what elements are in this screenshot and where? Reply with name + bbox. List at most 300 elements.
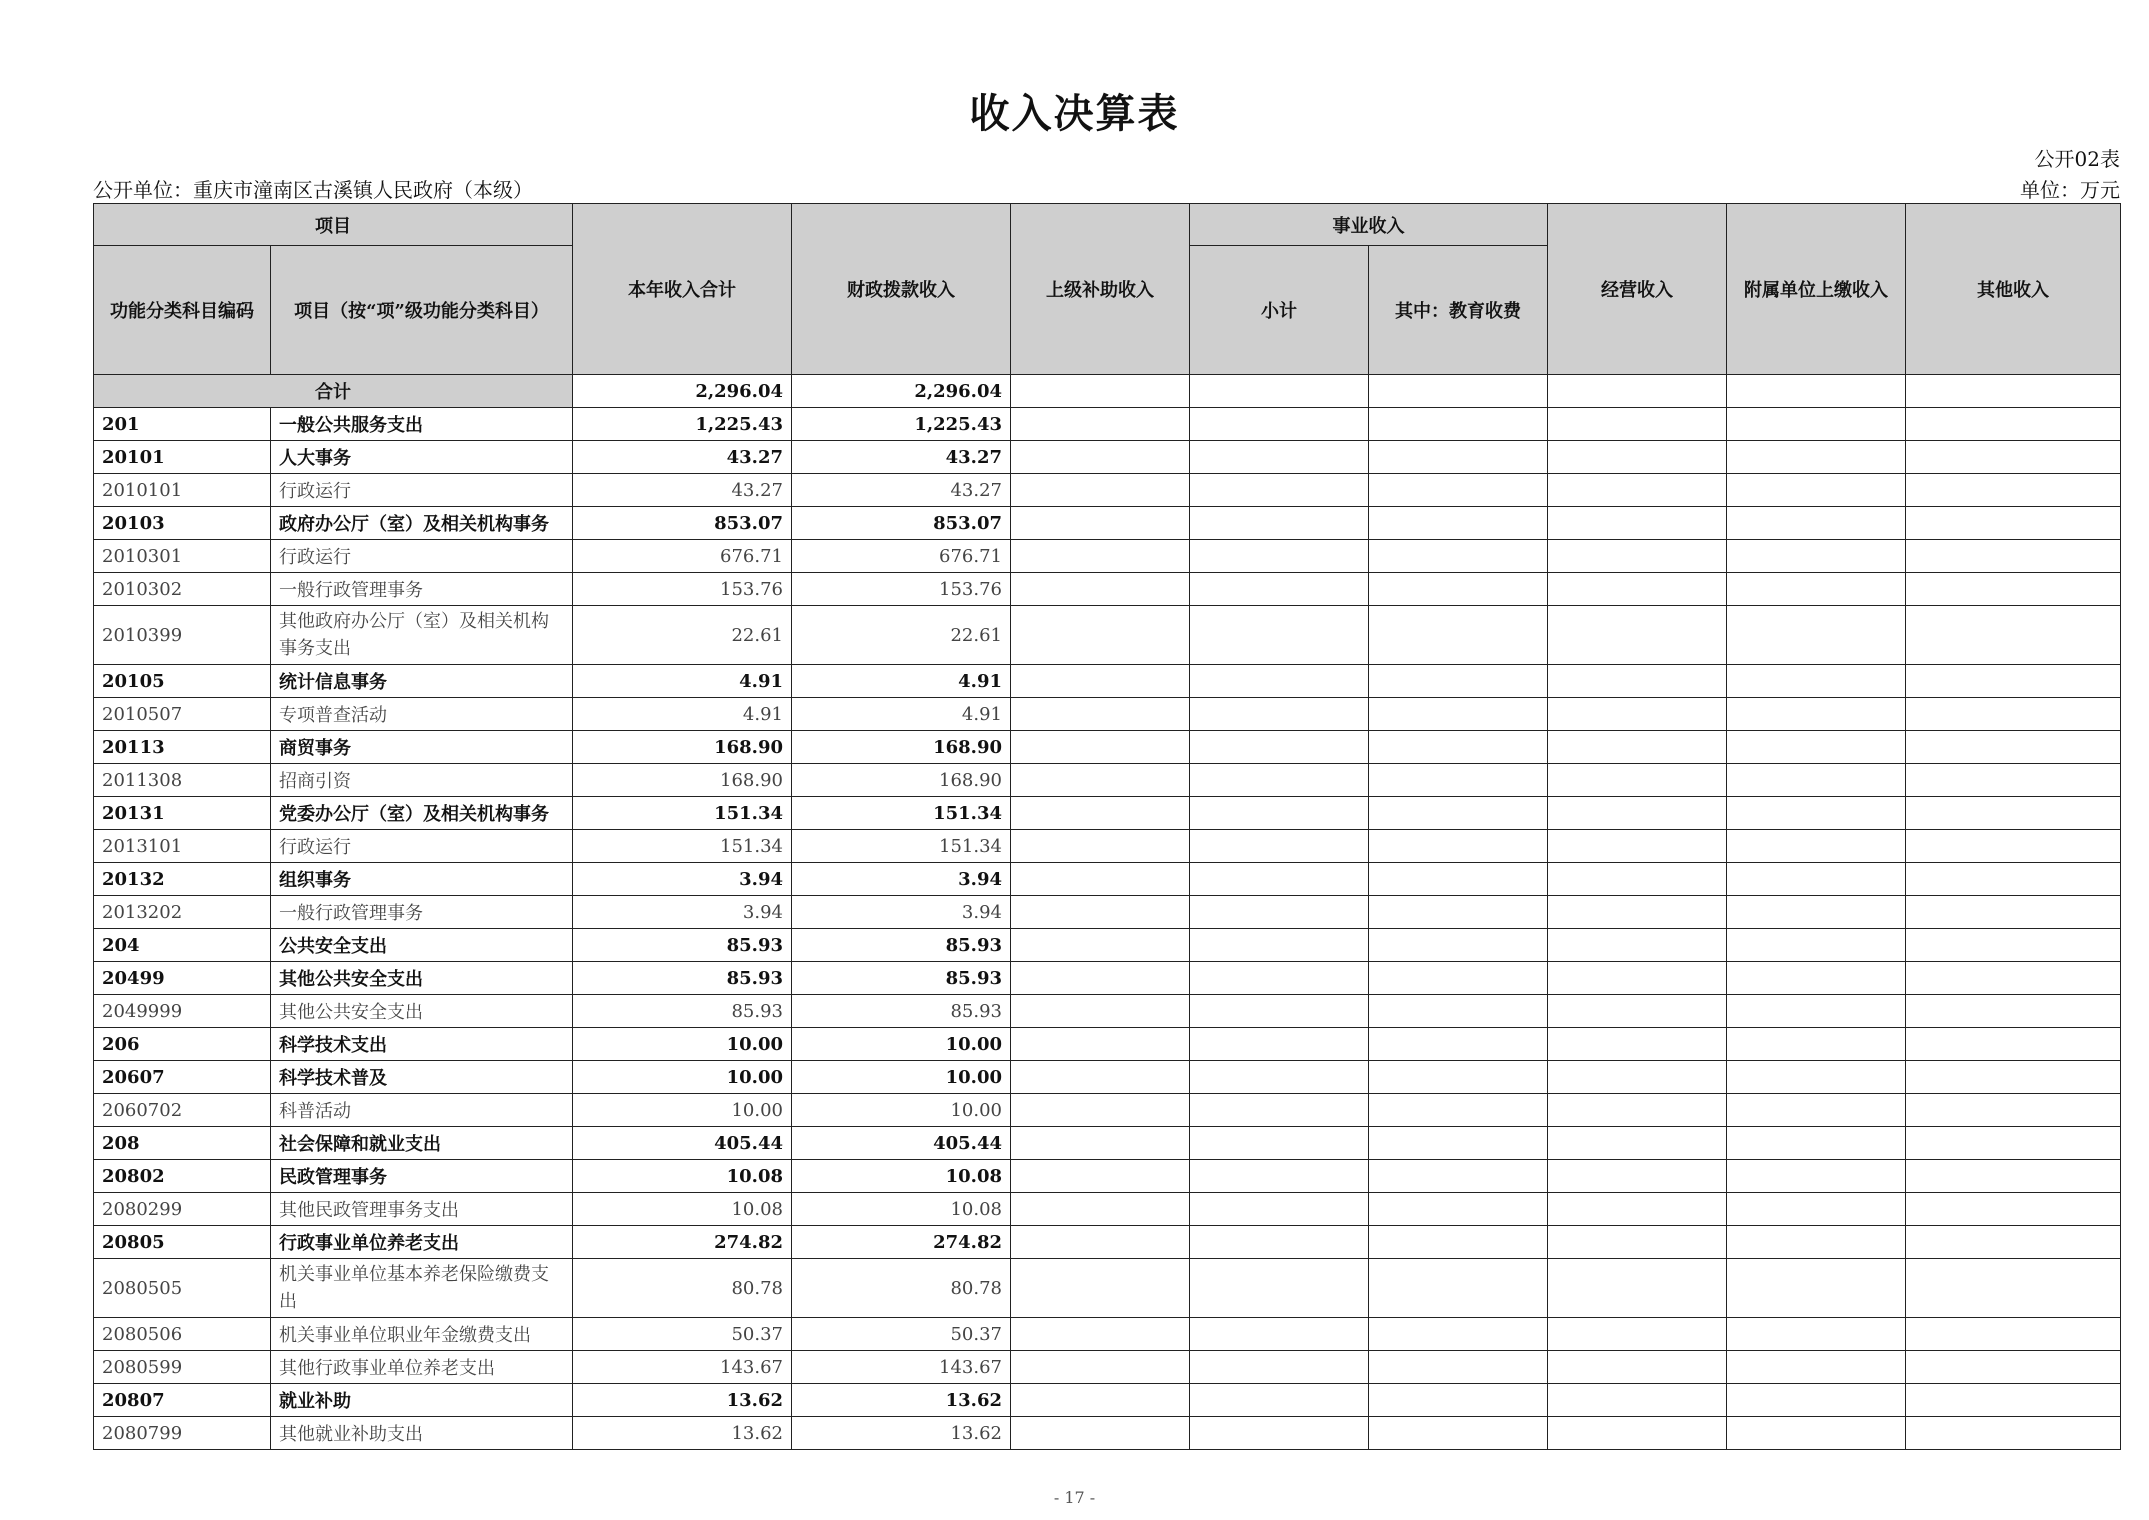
empty-cell	[1906, 665, 2121, 698]
row-item-name: 机关事业单位基本养老保险缴费支出	[271, 1259, 573, 1318]
empty-cell	[1906, 507, 2121, 540]
empty-cell	[1011, 1384, 1190, 1417]
empty-cell	[1548, 1384, 1727, 1417]
row-item-name: 商贸事务	[271, 731, 573, 764]
table-row	[94, 962, 2121, 995]
row-fiscal-income: 853.07	[792, 507, 1011, 540]
empty-cell	[1548, 962, 1727, 995]
row-item-name: 招商引资	[271, 764, 573, 797]
row-item-name: 统计信息事务	[271, 665, 573, 698]
empty-cell	[1369, 665, 1548, 698]
row-item-name: 其他政府办公厅（室）及相关机构事务支出	[271, 606, 573, 665]
empty-cell	[1727, 1094, 1906, 1127]
empty-cell	[1190, 1127, 1369, 1160]
table-row	[94, 1384, 2121, 1417]
row-total-income: 4.91	[573, 665, 792, 698]
empty-cell	[1011, 665, 1190, 698]
empty-cell	[1369, 1193, 1548, 1226]
empty-cell	[1011, 606, 1190, 665]
row-code: 206	[94, 1028, 271, 1061]
empty-cell	[1906, 474, 2121, 507]
empty-cell	[1011, 441, 1190, 474]
row-item-name: 行政运行	[271, 474, 573, 507]
empty-cell	[1011, 896, 1190, 929]
table-row	[94, 896, 2121, 929]
empty-cell	[1906, 830, 2121, 863]
row-code: 2049999	[94, 995, 271, 1028]
row-total-income: 153.76	[573, 573, 792, 606]
row-code: 208	[94, 1127, 271, 1160]
row-item-name: 机关事业单位职业年金缴费支出	[271, 1318, 573, 1351]
empty-cell	[1190, 863, 1369, 896]
empty-cell	[1548, 1417, 1727, 1450]
table-row	[94, 1259, 2121, 1318]
currency-unit: 单位：万元	[2020, 178, 2120, 202]
row-item-name: 一般行政管理事务	[271, 573, 573, 606]
empty-cell	[1190, 1417, 1369, 1450]
empty-cell	[1548, 896, 1727, 929]
row-total-income: 22.61	[573, 606, 792, 665]
row-fiscal-income: 4.91	[792, 665, 1011, 698]
empty-cell	[1011, 962, 1190, 995]
table-row	[94, 863, 2121, 896]
row-fiscal-income: 80.78	[792, 1259, 1011, 1318]
empty-cell	[1190, 797, 1369, 830]
empty-cell	[1906, 929, 2121, 962]
empty-cell	[1190, 764, 1369, 797]
empty-cell	[1011, 929, 1190, 962]
header-fiscal-income: 财政拨款收入	[792, 204, 1011, 375]
row-fiscal-income: 1,225.43	[792, 408, 1011, 441]
row-total-income: 143.67	[573, 1351, 792, 1384]
header-operating-income: 经营收入	[1548, 204, 1727, 375]
row-item-name: 行政事业单位养老支出	[271, 1226, 573, 1259]
total-label: 合计	[94, 375, 573, 408]
empty-cell	[1190, 1259, 1369, 1318]
empty-cell	[1727, 1318, 1906, 1351]
empty-cell	[1011, 1028, 1190, 1061]
empty-cell	[1190, 1028, 1369, 1061]
row-code: 2010101	[94, 474, 271, 507]
row-code: 201	[94, 408, 271, 441]
empty-cell	[1190, 573, 1369, 606]
row-item-name: 行政运行	[271, 540, 573, 573]
empty-cell	[1727, 573, 1906, 606]
income-table	[93, 203, 2121, 1450]
empty-cell	[1906, 1226, 2121, 1259]
row-code: 2080299	[94, 1193, 271, 1226]
empty-cell	[1906, 1094, 2121, 1127]
table-row	[94, 830, 2121, 863]
empty-cell	[1369, 1384, 1548, 1417]
row-code: 20105	[94, 665, 271, 698]
empty-cell	[1369, 929, 1548, 962]
empty-cell	[1190, 1094, 1369, 1127]
row-fiscal-income: 50.37	[792, 1318, 1011, 1351]
empty-cell	[1190, 1061, 1369, 1094]
row-fiscal-income: 405.44	[792, 1127, 1011, 1160]
empty-cell	[1906, 1318, 2121, 1351]
empty-cell	[1369, 830, 1548, 863]
empty-cell	[1727, 962, 1906, 995]
empty-cell	[1548, 540, 1727, 573]
table-row	[94, 1028, 2121, 1061]
empty-cell	[1011, 1193, 1190, 1226]
empty-cell	[1548, 606, 1727, 665]
header-total-income: 本年收入合计	[573, 204, 792, 375]
table-row	[94, 441, 2121, 474]
row-fiscal-income: 274.82	[792, 1226, 1011, 1259]
header-business-income: 事业收入	[1190, 204, 1548, 246]
empty-cell	[1727, 764, 1906, 797]
row-item-name: 科普活动	[271, 1094, 573, 1127]
empty-cell	[1011, 474, 1190, 507]
empty-cell	[1727, 606, 1906, 665]
table-row	[94, 797, 2121, 830]
empty-cell	[1190, 1193, 1369, 1226]
empty-cell	[1548, 731, 1727, 764]
row-code: 20101	[94, 441, 271, 474]
empty-cell	[1369, 507, 1548, 540]
empty-cell	[1190, 474, 1369, 507]
row-code: 204	[94, 929, 271, 962]
row-total-income: 80.78	[573, 1259, 792, 1318]
row-code: 2080505	[94, 1259, 271, 1318]
empty-cell	[1727, 408, 1906, 441]
empty-cell	[1190, 962, 1369, 995]
row-total-income: 43.27	[573, 474, 792, 507]
row-code: 20805	[94, 1226, 271, 1259]
row-item-name: 公共安全支出	[271, 929, 573, 962]
empty-cell	[1727, 698, 1906, 731]
row-fiscal-income: 4.91	[792, 698, 1011, 731]
row-total-income: 85.93	[573, 962, 792, 995]
empty-cell	[1369, 1318, 1548, 1351]
table-row	[94, 606, 2121, 665]
row-code: 20103	[94, 507, 271, 540]
row-code: 20132	[94, 863, 271, 896]
row-total-income: 3.94	[573, 896, 792, 929]
empty-cell	[1190, 830, 1369, 863]
empty-cell	[1548, 863, 1727, 896]
empty-cell	[1369, 1028, 1548, 1061]
empty-cell	[1369, 375, 1548, 408]
row-fiscal-income: 10.00	[792, 1094, 1011, 1127]
empty-cell	[1906, 995, 2121, 1028]
row-fiscal-income: 3.94	[792, 863, 1011, 896]
empty-cell	[1906, 540, 2121, 573]
row-code: 2010507	[94, 698, 271, 731]
total-row	[94, 375, 2121, 408]
empty-cell	[1548, 698, 1727, 731]
table-row	[94, 573, 2121, 606]
empty-cell	[1190, 606, 1369, 665]
row-code: 2010399	[94, 606, 271, 665]
row-item-name: 民政管理事务	[271, 1160, 573, 1193]
empty-cell	[1011, 540, 1190, 573]
table-row	[94, 1226, 2121, 1259]
row-fiscal-income: 151.34	[792, 797, 1011, 830]
empty-cell	[1727, 830, 1906, 863]
row-item-name: 专项普查活动	[271, 698, 573, 731]
row-total-income: 13.62	[573, 1417, 792, 1450]
table-row	[94, 408, 2121, 441]
row-code: 2010301	[94, 540, 271, 573]
total-fiscal-value: 2,296.04	[792, 375, 1011, 408]
reporting-unit: 公开单位：重庆市潼南区古溪镇人民政府（本级）	[93, 178, 533, 202]
empty-cell	[1190, 375, 1369, 408]
empty-cell	[1548, 929, 1727, 962]
row-total-income: 85.93	[573, 995, 792, 1028]
row-total-income: 10.00	[573, 1028, 792, 1061]
empty-cell	[1011, 731, 1190, 764]
row-total-income: 85.93	[573, 929, 792, 962]
empty-cell	[1906, 764, 2121, 797]
empty-cell	[1906, 1061, 2121, 1094]
empty-cell	[1906, 797, 2121, 830]
empty-cell	[1548, 1351, 1727, 1384]
row-total-income: 4.91	[573, 698, 792, 731]
table-row	[94, 1160, 2121, 1193]
row-code: 20607	[94, 1061, 271, 1094]
table-row	[94, 1351, 2121, 1384]
row-total-income: 10.00	[573, 1094, 792, 1127]
empty-cell	[1727, 1127, 1906, 1160]
row-item-name: 就业补助	[271, 1384, 573, 1417]
empty-cell	[1369, 540, 1548, 573]
empty-cell	[1548, 995, 1727, 1028]
table-row	[94, 507, 2121, 540]
row-code: 2011308	[94, 764, 271, 797]
row-total-income: 676.71	[573, 540, 792, 573]
empty-cell	[1727, 1351, 1906, 1384]
empty-cell	[1548, 830, 1727, 863]
empty-cell	[1906, 606, 2121, 665]
row-fiscal-income: 85.93	[792, 929, 1011, 962]
empty-cell	[1548, 1318, 1727, 1351]
empty-cell	[1906, 896, 2121, 929]
empty-cell	[1369, 797, 1548, 830]
empty-cell	[1011, 408, 1190, 441]
row-fiscal-income: 168.90	[792, 731, 1011, 764]
empty-cell	[1369, 573, 1548, 606]
empty-cell	[1548, 408, 1727, 441]
header-subsidy-income: 上级补助收入	[1011, 204, 1190, 375]
empty-cell	[1548, 1160, 1727, 1193]
empty-cell	[1727, 441, 1906, 474]
row-item-name: 人大事务	[271, 441, 573, 474]
empty-cell	[1190, 1318, 1369, 1351]
row-total-income: 151.34	[573, 830, 792, 863]
empty-cell	[1190, 408, 1369, 441]
empty-cell	[1369, 1094, 1548, 1127]
empty-cell	[1548, 1259, 1727, 1318]
form-number: 公开02表	[2034, 147, 2120, 171]
empty-cell	[1727, 929, 1906, 962]
row-item-name: 行政运行	[271, 830, 573, 863]
empty-cell	[1190, 1351, 1369, 1384]
empty-cell	[1906, 1193, 2121, 1226]
row-item-name: 科学技术普及	[271, 1061, 573, 1094]
row-total-income: 10.00	[573, 1061, 792, 1094]
empty-cell	[1190, 665, 1369, 698]
row-code: 20802	[94, 1160, 271, 1193]
row-total-income: 853.07	[573, 507, 792, 540]
table-row	[94, 665, 2121, 698]
empty-cell	[1369, 1226, 1548, 1259]
empty-cell	[1727, 474, 1906, 507]
empty-cell	[1548, 797, 1727, 830]
empty-cell	[1727, 797, 1906, 830]
empty-cell	[1727, 995, 1906, 1028]
row-fiscal-income: 10.08	[792, 1160, 1011, 1193]
empty-cell	[1190, 1226, 1369, 1259]
row-code: 20499	[94, 962, 271, 995]
empty-cell	[1727, 375, 1906, 408]
header-other-income: 其他收入	[1906, 204, 2121, 375]
row-total-income: 1,225.43	[573, 408, 792, 441]
empty-cell	[1369, 731, 1548, 764]
empty-cell	[1011, 830, 1190, 863]
empty-cell	[1727, 863, 1906, 896]
empty-cell	[1906, 441, 2121, 474]
empty-cell	[1011, 573, 1190, 606]
table-row	[94, 1417, 2121, 1450]
row-code: 20807	[94, 1384, 271, 1417]
empty-cell	[1548, 665, 1727, 698]
empty-cell	[1727, 1226, 1906, 1259]
empty-cell	[1011, 1226, 1190, 1259]
row-total-income: 50.37	[573, 1318, 792, 1351]
empty-cell	[1548, 474, 1727, 507]
row-item-name: 政府办公厅（室）及相关机构事务	[271, 507, 573, 540]
empty-cell	[1906, 1351, 2121, 1384]
row-fiscal-income: 143.67	[792, 1351, 1011, 1384]
empty-cell	[1011, 1160, 1190, 1193]
row-fiscal-income: 153.76	[792, 573, 1011, 606]
row-fiscal-income: 85.93	[792, 962, 1011, 995]
empty-cell	[1369, 1259, 1548, 1318]
empty-cell	[1906, 1160, 2121, 1193]
empty-cell	[1190, 896, 1369, 929]
empty-cell	[1906, 962, 2121, 995]
empty-cell	[1369, 1127, 1548, 1160]
empty-cell	[1548, 507, 1727, 540]
empty-cell	[1369, 698, 1548, 731]
row-code: 20113	[94, 731, 271, 764]
row-code: 2080799	[94, 1417, 271, 1450]
empty-cell	[1011, 1351, 1190, 1384]
empty-cell	[1190, 698, 1369, 731]
empty-cell	[1369, 1417, 1548, 1450]
empty-cell	[1190, 995, 1369, 1028]
row-code: 2013202	[94, 896, 271, 929]
row-item-name: 党委办公厅（室）及相关机构事务	[271, 797, 573, 830]
row-code: 2080506	[94, 1318, 271, 1351]
empty-cell	[1190, 929, 1369, 962]
empty-cell	[1906, 1384, 2121, 1417]
empty-cell	[1906, 408, 2121, 441]
row-code: 2010302	[94, 573, 271, 606]
empty-cell	[1906, 573, 2121, 606]
empty-cell	[1548, 1193, 1727, 1226]
row-fiscal-income: 3.94	[792, 896, 1011, 929]
empty-cell	[1548, 375, 1727, 408]
row-fiscal-income: 676.71	[792, 540, 1011, 573]
empty-cell	[1011, 863, 1190, 896]
empty-cell	[1727, 507, 1906, 540]
table-row	[94, 1318, 2121, 1351]
empty-cell	[1011, 1318, 1190, 1351]
row-total-income: 405.44	[573, 1127, 792, 1160]
empty-cell	[1906, 698, 2121, 731]
row-item-name: 一般行政管理事务	[271, 896, 573, 929]
header-project: 项目	[94, 204, 573, 246]
row-total-income: 274.82	[573, 1226, 792, 1259]
empty-cell	[1190, 507, 1369, 540]
empty-cell	[1369, 606, 1548, 665]
empty-cell	[1011, 995, 1190, 1028]
empty-cell	[1727, 1160, 1906, 1193]
empty-cell	[1727, 731, 1906, 764]
empty-cell	[1548, 1028, 1727, 1061]
empty-cell	[1011, 1127, 1190, 1160]
empty-cell	[1906, 863, 2121, 896]
row-item-name: 社会保障和就业支出	[271, 1127, 573, 1160]
empty-cell	[1369, 1351, 1548, 1384]
empty-cell	[1727, 1061, 1906, 1094]
header-education-fee: 其中：教育收费	[1369, 246, 1548, 375]
empty-cell	[1011, 797, 1190, 830]
row-fiscal-income: 13.62	[792, 1417, 1011, 1450]
empty-cell	[1906, 1028, 2121, 1061]
empty-cell	[1190, 1384, 1369, 1417]
empty-cell	[1190, 731, 1369, 764]
empty-cell	[1727, 1384, 1906, 1417]
empty-cell	[1906, 375, 2121, 408]
row-total-income: 10.08	[573, 1193, 792, 1226]
row-item-name: 一般公共服务支出	[271, 408, 573, 441]
row-item-name: 科学技术支出	[271, 1028, 573, 1061]
row-total-income: 43.27	[573, 441, 792, 474]
table-row	[94, 474, 2121, 507]
empty-cell	[1906, 1417, 2121, 1450]
table-row	[94, 764, 2121, 797]
empty-cell	[1011, 1094, 1190, 1127]
page-number: - 17 -	[1053, 1488, 1096, 1507]
empty-cell	[1369, 863, 1548, 896]
empty-cell	[1548, 764, 1727, 797]
row-fiscal-income: 10.00	[792, 1028, 1011, 1061]
table-row	[94, 1094, 2121, 1127]
row-total-income: 10.08	[573, 1160, 792, 1193]
empty-cell	[1906, 1259, 2121, 1318]
empty-cell	[1190, 441, 1369, 474]
row-total-income: 13.62	[573, 1384, 792, 1417]
row-fiscal-income: 43.27	[792, 441, 1011, 474]
row-item-name: 其他公共安全支出	[271, 995, 573, 1028]
empty-cell	[1369, 474, 1548, 507]
empty-cell	[1011, 375, 1190, 408]
empty-cell	[1011, 1061, 1190, 1094]
row-item-name: 组织事务	[271, 863, 573, 896]
empty-cell	[1011, 1259, 1190, 1318]
row-fiscal-income: 10.00	[792, 1061, 1011, 1094]
row-code: 2080599	[94, 1351, 271, 1384]
row-item-name: 其他公共安全支出	[271, 962, 573, 995]
empty-cell	[1369, 896, 1548, 929]
empty-cell	[1011, 698, 1190, 731]
